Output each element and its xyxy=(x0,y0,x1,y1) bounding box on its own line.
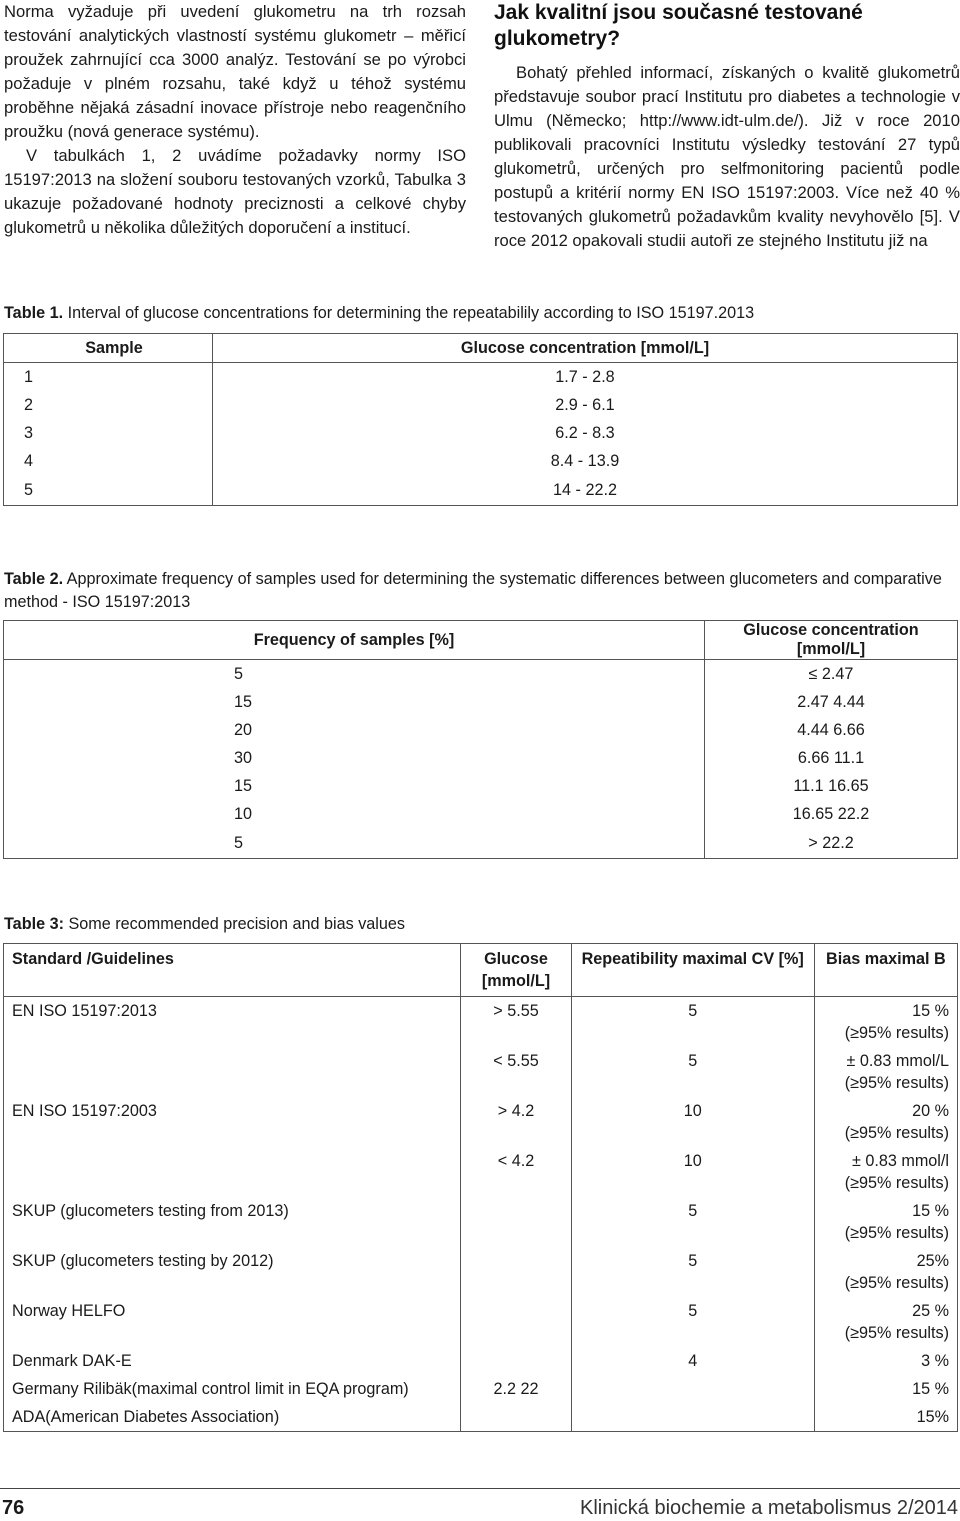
section-heading: Jak kvalitní jsou současné testované glukometry? xyxy=(494,1,863,50)
paragraph: V tabulkách 1, 2 uvádíme požadavky normy ISO 15197:2013 na složení souboru testovaných vzorků, Tabulka 3 ukazuje požadované hodnoty preciznosti a celkové chyby glukometrů u několika důležitých doporučení a institucí. xyxy=(4,146,466,237)
table1-caption-text: Interval of glucose concentrations for determining the repeatabilily according to ISO 15197.2013 xyxy=(63,304,755,322)
header-cell: Glucose [mmol/L] xyxy=(461,944,571,997)
cell: ± 0.83 mmol/L (≥95% results) xyxy=(814,1047,957,1097)
table-row xyxy=(4,772,958,800)
cell: 25 % (≥95% results) xyxy=(814,1297,957,1347)
cell: 25% (≥95% results) xyxy=(814,1247,957,1297)
table-header-row xyxy=(4,621,958,660)
cell: 4 xyxy=(571,1347,814,1375)
cell: 4.44 6.66 xyxy=(705,716,958,744)
table-row xyxy=(4,1403,958,1432)
header-cell: Repeatibility maximal CV [%] xyxy=(571,944,814,997)
table-header-row xyxy=(4,944,958,997)
cell: 20 xyxy=(4,716,705,744)
cell: Denmark DAK-E xyxy=(4,1347,461,1375)
header-cell: Glucose concentration [mmol/L] xyxy=(705,621,958,660)
cell: 15 % xyxy=(814,1375,957,1403)
cell: 10 xyxy=(571,1147,814,1197)
table-row xyxy=(4,688,958,716)
cell: 2.47 4.44 xyxy=(705,688,958,716)
cell: ≤ 2.47 xyxy=(705,660,958,689)
cell xyxy=(4,1047,461,1097)
table-row xyxy=(4,391,958,419)
table-row xyxy=(4,660,958,689)
cell: > 5.55 xyxy=(461,997,571,1048)
table-row xyxy=(4,744,958,772)
table-row xyxy=(4,1297,958,1347)
table-row xyxy=(4,828,958,859)
cell: 5 xyxy=(571,997,814,1048)
cell: 5 xyxy=(571,1047,814,1097)
cell: 15 % (≥95% results) xyxy=(814,1197,957,1247)
header-cell: Bias maximal B xyxy=(814,944,957,997)
cell: 20 % (≥95% results) xyxy=(814,1097,957,1147)
cell: 10 xyxy=(4,800,705,828)
cell: SKUP (glucometers testing by 2012) xyxy=(4,1247,461,1297)
page-footer xyxy=(0,1488,960,1521)
header-cell: Standard /Guidelines xyxy=(4,944,461,997)
journal-name: Klinická biochemie a metabolismus 2/2014 xyxy=(580,1497,958,1519)
cell: 15% xyxy=(814,1403,957,1432)
table-row xyxy=(4,1197,958,1247)
cell: 15 xyxy=(4,772,705,800)
cell: 8.4 - 13.9 xyxy=(213,447,958,475)
cell: SKUP (glucometers testing from 2013) xyxy=(4,1197,461,1247)
cell: 2.9 - 6.1 xyxy=(213,391,958,419)
table-row xyxy=(4,447,958,475)
table-row xyxy=(4,1047,958,1097)
header-cell: Frequency of samples [%] xyxy=(4,621,705,660)
cell: Norway HELFO xyxy=(4,1297,461,1347)
cell: 30 xyxy=(4,744,705,772)
table3-caption xyxy=(4,913,956,936)
cell: ± 0.83 mmol/l (≥95% results) xyxy=(814,1147,957,1197)
table3-label: Table 3: xyxy=(4,915,64,933)
cell: 5 xyxy=(571,1247,814,1297)
cell xyxy=(461,1403,571,1432)
cell: 15 xyxy=(4,688,705,716)
cell: 6.66 11.1 xyxy=(705,744,958,772)
table-row xyxy=(4,1097,958,1147)
table-row xyxy=(4,475,958,506)
page-number: 76 xyxy=(2,1497,25,1519)
table-row xyxy=(4,1375,958,1403)
cell: 6.2 - 8.3 xyxy=(213,419,958,447)
table1-label: Table 1. xyxy=(4,304,64,322)
table3-body xyxy=(4,997,958,1432)
paragraph: Bohatý přehled informací, získaných o kvalitě glukometrů představuje soubor prací Institutu pro diabetes a technologie v Ulmu (Německo; http://www.idt-ulm.de/). Již v roce 2010 publikovali pracovníci Institutu výsledky testování 27 typů glukometrů, určených pro selfmonitoring pacientů podle postupů a kritérií normy EN ISO 15197:2003. Více než 40 % testovaných glukometrů požadavkům kvality nevyhovělo [5]. V roce 2012 opakovali studii autoři ze stejného Institutu již na xyxy=(494,63,960,250)
cell: 5 xyxy=(4,828,705,859)
cell: 10 xyxy=(571,1097,814,1147)
cell: > 4.2 xyxy=(461,1097,571,1147)
cell xyxy=(461,1297,571,1347)
table1-caption xyxy=(4,302,956,325)
table2-caption xyxy=(4,568,956,614)
cell: 1.7 - 2.8 xyxy=(213,363,958,392)
table1 xyxy=(3,333,958,506)
table-row xyxy=(4,363,958,392)
cell: > 22.2 xyxy=(705,828,958,859)
table-row xyxy=(4,419,958,447)
header-cell: Glucose concentration [mmol/L] xyxy=(213,334,958,363)
table-header-row xyxy=(4,334,958,363)
cell: 3 % xyxy=(814,1347,957,1375)
cell: 5 xyxy=(571,1197,814,1247)
table-row xyxy=(4,1147,958,1197)
cell xyxy=(4,1147,461,1197)
table-row xyxy=(4,1347,958,1375)
cell xyxy=(571,1403,814,1432)
cell: 16.65 22.2 xyxy=(705,800,958,828)
table2-caption-text: Approximate frequency of samples used for determining the systematic differences between glucometers and comparative method - ISO 15197:2013 xyxy=(4,570,942,611)
table-row xyxy=(4,800,958,828)
cell xyxy=(571,1375,814,1403)
table3-caption-text: Some recommended precision and bias values xyxy=(63,915,405,933)
cell: EN ISO 15197:2013 xyxy=(4,997,461,1048)
cell xyxy=(461,1247,571,1297)
cell: 2 xyxy=(4,391,213,419)
cell: 15 % (≥95% results) xyxy=(814,997,957,1048)
table-row xyxy=(4,716,958,744)
left-text-column xyxy=(4,0,466,240)
cell: ADA(American Diabetes Association) xyxy=(4,1403,461,1432)
cell: Germany Rilibäk(maximal control limit in EQA program) xyxy=(4,1375,461,1403)
cell: 5 xyxy=(4,475,213,506)
cell xyxy=(461,1347,571,1375)
cell: < 4.2 xyxy=(461,1147,571,1197)
table2-label: Table 2. xyxy=(4,570,64,588)
right-text-column xyxy=(494,0,960,253)
cell: 4 xyxy=(4,447,213,475)
table3 xyxy=(3,943,958,1432)
cell: 3 xyxy=(4,419,213,447)
cell: 14 - 22.2 xyxy=(213,475,958,506)
cell xyxy=(461,1197,571,1247)
cell: 1 xyxy=(4,363,213,392)
paragraph: Norma vyžaduje při uvedení glukometru na trh rozsah testování analytických vlastností systému glukometr – měřicí proužek zahrnující cca 3000 analýz. Testování se po výrobci požaduje v plném rozsahu, také když u téhož systému proběhne nějaká zásadní inovace přístroje nebo reagenčního proužku (nová generace systému). xyxy=(4,2,466,141)
cell: 5 xyxy=(571,1297,814,1347)
cell: < 5.55 xyxy=(461,1047,571,1097)
table-row xyxy=(4,1247,958,1297)
cell: 5 xyxy=(4,660,705,689)
cell: 2.2 22 xyxy=(461,1375,571,1403)
table2 xyxy=(3,620,958,859)
cell: 11.1 16.65 xyxy=(705,772,958,800)
table-row xyxy=(4,997,958,1048)
cell: EN ISO 15197:2003 xyxy=(4,1097,461,1147)
header-cell: Sample xyxy=(4,334,213,363)
